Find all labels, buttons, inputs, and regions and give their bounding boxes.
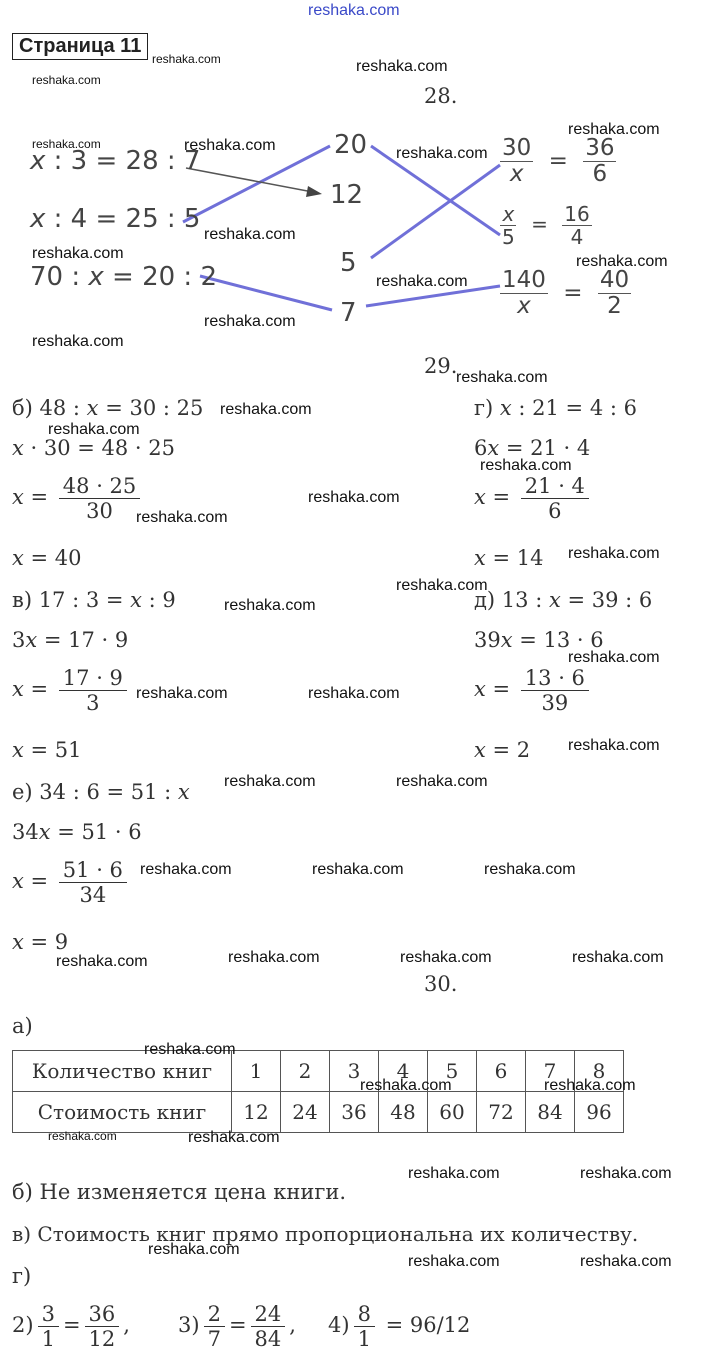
watermark: reshaka.com	[188, 1129, 280, 1146]
watermark: reshaka.com	[408, 1253, 500, 1270]
task-29-d-fraction: x = $\frac{13 \cdot 6}{39}$	[474, 666, 593, 715]
table-cell: 36	[330, 1092, 379, 1133]
equation-2: x : 4 = 25 : 5	[30, 204, 201, 234]
watermark: reshaka.com	[576, 253, 668, 270]
table-cell: 72	[477, 1092, 526, 1133]
watermark: reshaka.com	[220, 401, 312, 418]
task-30-title: 30.	[424, 972, 458, 996]
task-30-v-text: в) Стоимость книг прямо пропорциональна их количеству.	[12, 1222, 639, 1246]
table-cell: 7	[526, 1051, 575, 1092]
watermark: reshaka.com	[152, 52, 221, 66]
watermark: reshaka.com	[356, 58, 448, 75]
task-30-g-label: г)	[12, 1264, 32, 1288]
watermark: reshaka.com	[572, 949, 664, 966]
table-cell: 8	[575, 1051, 624, 1092]
row-header-quantity: Количество книг	[13, 1051, 232, 1092]
line-5-to-frac1	[371, 165, 500, 258]
watermark: reshaka.com	[32, 73, 101, 87]
watermark: reshaka.com	[408, 1165, 500, 1182]
watermark: reshaka.com	[484, 861, 576, 878]
row-header-cost: Стоимость книг	[13, 1092, 232, 1133]
task-29-g-line1: г) x : 21 = 4 : 6	[474, 396, 637, 420]
proportion-2: $\frac{x}{5}$ = $\frac{16}{4}$	[502, 202, 590, 249]
task-29-e-line2: 34x = 51 · 6	[12, 820, 142, 844]
number-7: 7	[340, 298, 357, 328]
task-29-d-line2: 39x = 13 · 6	[474, 628, 604, 652]
task-29-b-fraction: x = $\frac{48 \cdot 25}{30}$	[12, 474, 144, 523]
page-label: Страница 11	[12, 33, 148, 60]
watermark: reshaka.com	[204, 226, 296, 243]
watermark: reshaka.com	[568, 649, 660, 666]
table-cell: 84	[526, 1092, 575, 1133]
watermark: reshaka.com	[32, 333, 124, 350]
watermark: reshaka.com	[32, 245, 124, 262]
watermark: reshaka.com	[568, 121, 660, 138]
task-30-a-label: а)	[12, 1014, 33, 1038]
task-29-v-fraction: x = $\frac{17 \cdot 9}{3}$	[12, 666, 131, 715]
watermark: reshaka.com	[308, 685, 400, 702]
watermark: reshaka.com	[396, 577, 488, 594]
arrow-eq1-to-12	[186, 168, 322, 197]
task-28-title: 28.	[424, 84, 458, 108]
line-eq3-to-7	[200, 276, 332, 310]
equation-3: 70 : x = 20 : 2	[30, 262, 217, 292]
task-29-g-fraction: x = $\frac{21 \cdot 4}{6}$	[474, 474, 593, 523]
table-row-quantity	[13, 1051, 624, 1092]
watermark: reshaka.com	[396, 145, 488, 162]
table-cell: 1	[232, 1051, 281, 1092]
task-29-e-line1: е) 34 : 6 = 51 : x	[12, 780, 190, 804]
watermark: reshaka.com	[568, 737, 660, 754]
table-cell: 24	[281, 1092, 330, 1133]
watermark: reshaka.com	[312, 861, 404, 878]
proportion-3: $\frac{140}{x}$ = $\frac{40}{2}$	[502, 267, 630, 320]
task-29-b-answer: x = 40	[12, 546, 82, 570]
equation-1: x : 3 = 28 : 7	[30, 146, 201, 176]
table-cell: 60	[428, 1092, 477, 1133]
table-cell: 2	[281, 1051, 330, 1092]
watermark: reshaka.com	[148, 1241, 240, 1258]
task-29-b-line2: x · 30 = 48 · 25	[12, 436, 176, 460]
watermark: reshaka.com	[224, 773, 316, 790]
task-29-d-answer: x = 2	[474, 738, 531, 762]
table-cell: 96	[575, 1092, 624, 1133]
watermark: reshaka.com	[568, 545, 660, 562]
watermark: reshaka.com	[56, 953, 148, 970]
watermark: reshaka.com	[396, 773, 488, 790]
watermark: reshaka.com	[224, 597, 316, 614]
watermark: reshaka.com	[184, 137, 276, 154]
watermark: reshaka.com	[360, 1077, 452, 1094]
table-cell: 12	[232, 1092, 281, 1133]
watermark: reshaka.com	[32, 137, 101, 151]
table-cell: 48	[379, 1092, 428, 1133]
watermark: reshaka.com	[580, 1165, 672, 1182]
table-cell: 5	[428, 1051, 477, 1092]
task-30-g-item-4: 4) $\frac{8}{1}$ = 96/12	[328, 1302, 471, 1352]
watermark: reshaka.com	[140, 861, 232, 878]
task-30-g-item-3: 3) $\frac{2}{7}$ = $\frac{24}{84}$ ,	[178, 1302, 296, 1352]
watermark: reshaka.com	[456, 369, 548, 386]
watermark: reshaka.com	[48, 1129, 117, 1143]
task-29-title: 29.	[424, 354, 458, 378]
top-watermark: reshaka.com	[308, 2, 400, 19]
watermark: reshaka.com	[228, 949, 320, 966]
books-table	[12, 1050, 624, 1133]
number-20: 20	[334, 130, 368, 160]
task-29-b-line1: б) 48 : x = 30 : 25	[12, 396, 204, 420]
watermark: reshaka.com	[480, 457, 572, 474]
number-12: 12	[330, 180, 364, 210]
task-29-e-fraction: x = $\frac{51 \cdot 6}{34}$	[12, 858, 131, 907]
proportion-1: $\frac{30}{x}$ = $\frac{36}{6}$	[502, 135, 615, 188]
number-5: 5	[340, 248, 357, 278]
table-cell: 3	[330, 1051, 379, 1092]
watermark: reshaka.com	[580, 1253, 672, 1270]
task-29-g-answer: x = 14	[474, 546, 544, 570]
task-29-g-line2: 6x = 21 · 4	[474, 436, 591, 460]
task-30-b-text: б) Не изменяется цена книги.	[12, 1180, 347, 1204]
task-29-v-line1: в) 17 : 3 = x : 9	[12, 588, 176, 612]
watermark: reshaka.com	[204, 313, 296, 330]
watermark: reshaka.com	[48, 421, 140, 438]
watermark: reshaka.com	[308, 489, 400, 506]
task-30-g-item-2: 2) $\frac{3}{1}$ = $\frac{36}{12}$ ,	[12, 1302, 130, 1352]
watermark: reshaka.com	[376, 273, 468, 290]
table-row-cost	[13, 1092, 624, 1133]
table-cell: 6	[477, 1051, 526, 1092]
task-29-v-line2: 3x = 17 · 9	[12, 628, 129, 652]
watermark: reshaka.com	[144, 1041, 236, 1058]
line-eq2-to-20	[183, 146, 330, 222]
task-29-e-answer: x = 9	[12, 930, 69, 954]
watermark: reshaka.com	[400, 949, 492, 966]
watermark: reshaka.com	[136, 509, 228, 526]
table-cell: 4	[379, 1051, 428, 1092]
watermark: reshaka.com	[544, 1077, 636, 1094]
task-29-v-answer: x = 51	[12, 738, 82, 762]
watermark: reshaka.com	[136, 685, 228, 702]
task-29-d-line1: д) 13 : x = 39 : 6	[474, 588, 653, 612]
